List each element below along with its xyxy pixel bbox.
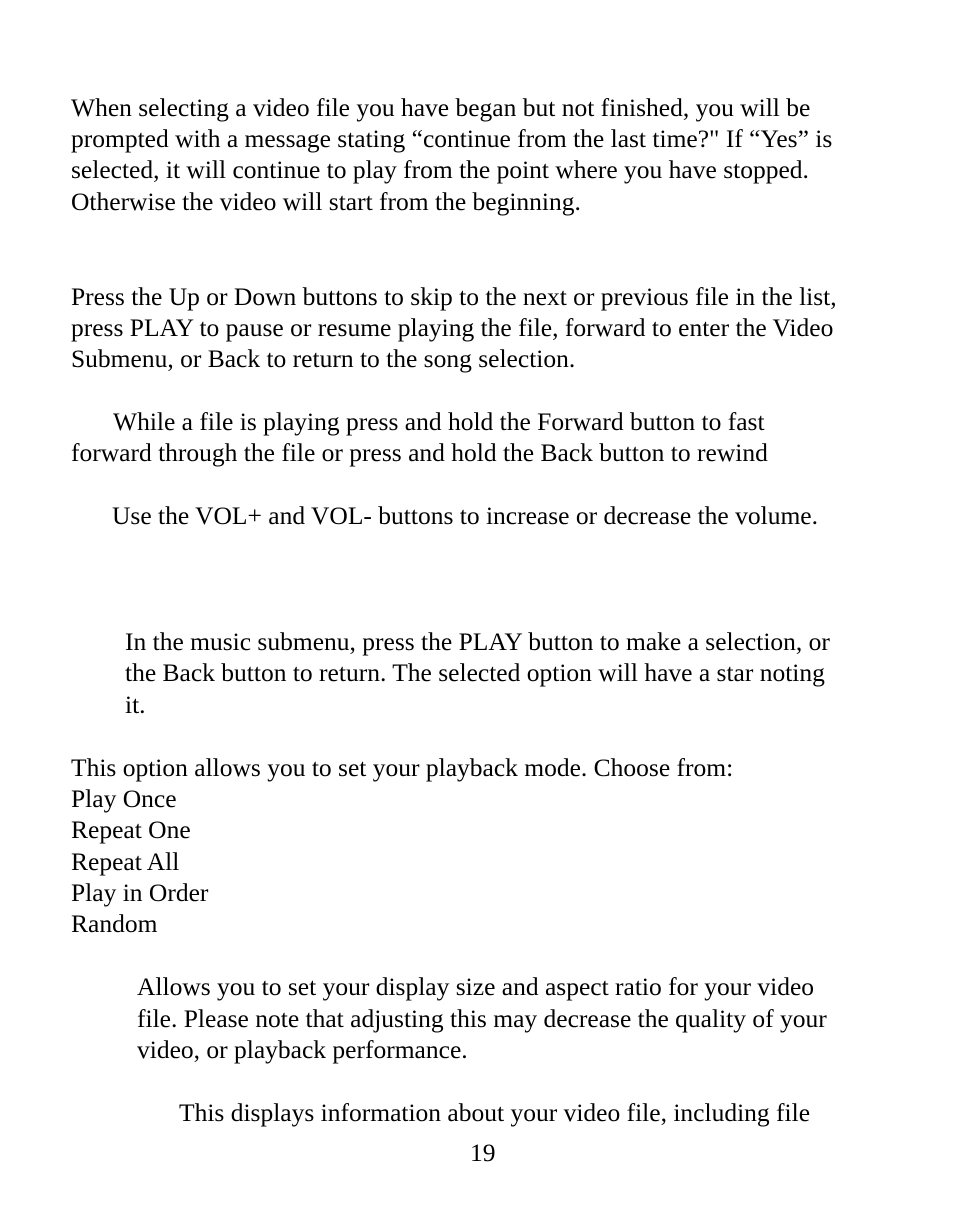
option-repeat-one: Repeat One (71, 815, 191, 844)
text-line: Allows you to set your display size and aspect ratio for your video (137, 972, 815, 1001)
text-line: video, or playback performance. (137, 1035, 468, 1064)
text-line: prompted with a message stating “continue from the last time?" If “Yes” is (71, 124, 833, 153)
text-line: When selecting a video file you have began but not finished, you will be (71, 93, 811, 122)
text-line: forward through the file or press and hold the Back button to rewind (71, 438, 768, 467)
text-line: Press the Up or Down buttons to skip to the next or previous file in the list, (71, 282, 837, 311)
text-line: press PLAY to pause or resume playing the file, forward to enter the Video (71, 313, 834, 342)
option-random: Random (71, 909, 158, 938)
text-line: This option allows you to set your playback mode. Choose from: (71, 753, 734, 782)
text-line: Otherwise the video will start from the beginning. (71, 187, 581, 216)
text-line: selected, it will continue to play from the point where you have stopped. (71, 155, 809, 184)
text-line: the Back button to return. The selected option will have a star noting (125, 658, 825, 687)
text-line: In the music submenu, press the PLAY button to make a selection, or (125, 627, 830, 656)
text-line: Submenu, or Back to return to the song selection. (71, 344, 576, 373)
option-play-in-order: Play in Order (71, 878, 209, 907)
option-play-once: Play Once (71, 784, 177, 813)
text-line: Use the VOL+ and VOL- buttons to increase or decrease the volume. (112, 501, 818, 530)
page-number: 19 (470, 1138, 496, 1167)
option-repeat-all: Repeat All (71, 847, 180, 876)
text-line: While a file is playing press and hold the Forward button to fast (113, 407, 765, 436)
text-line: This displays information about your video file, including file (179, 1098, 811, 1127)
text-line: it. (125, 690, 146, 719)
text-line: file. Please note that adjusting this may decrease the quality of your (137, 1004, 827, 1033)
